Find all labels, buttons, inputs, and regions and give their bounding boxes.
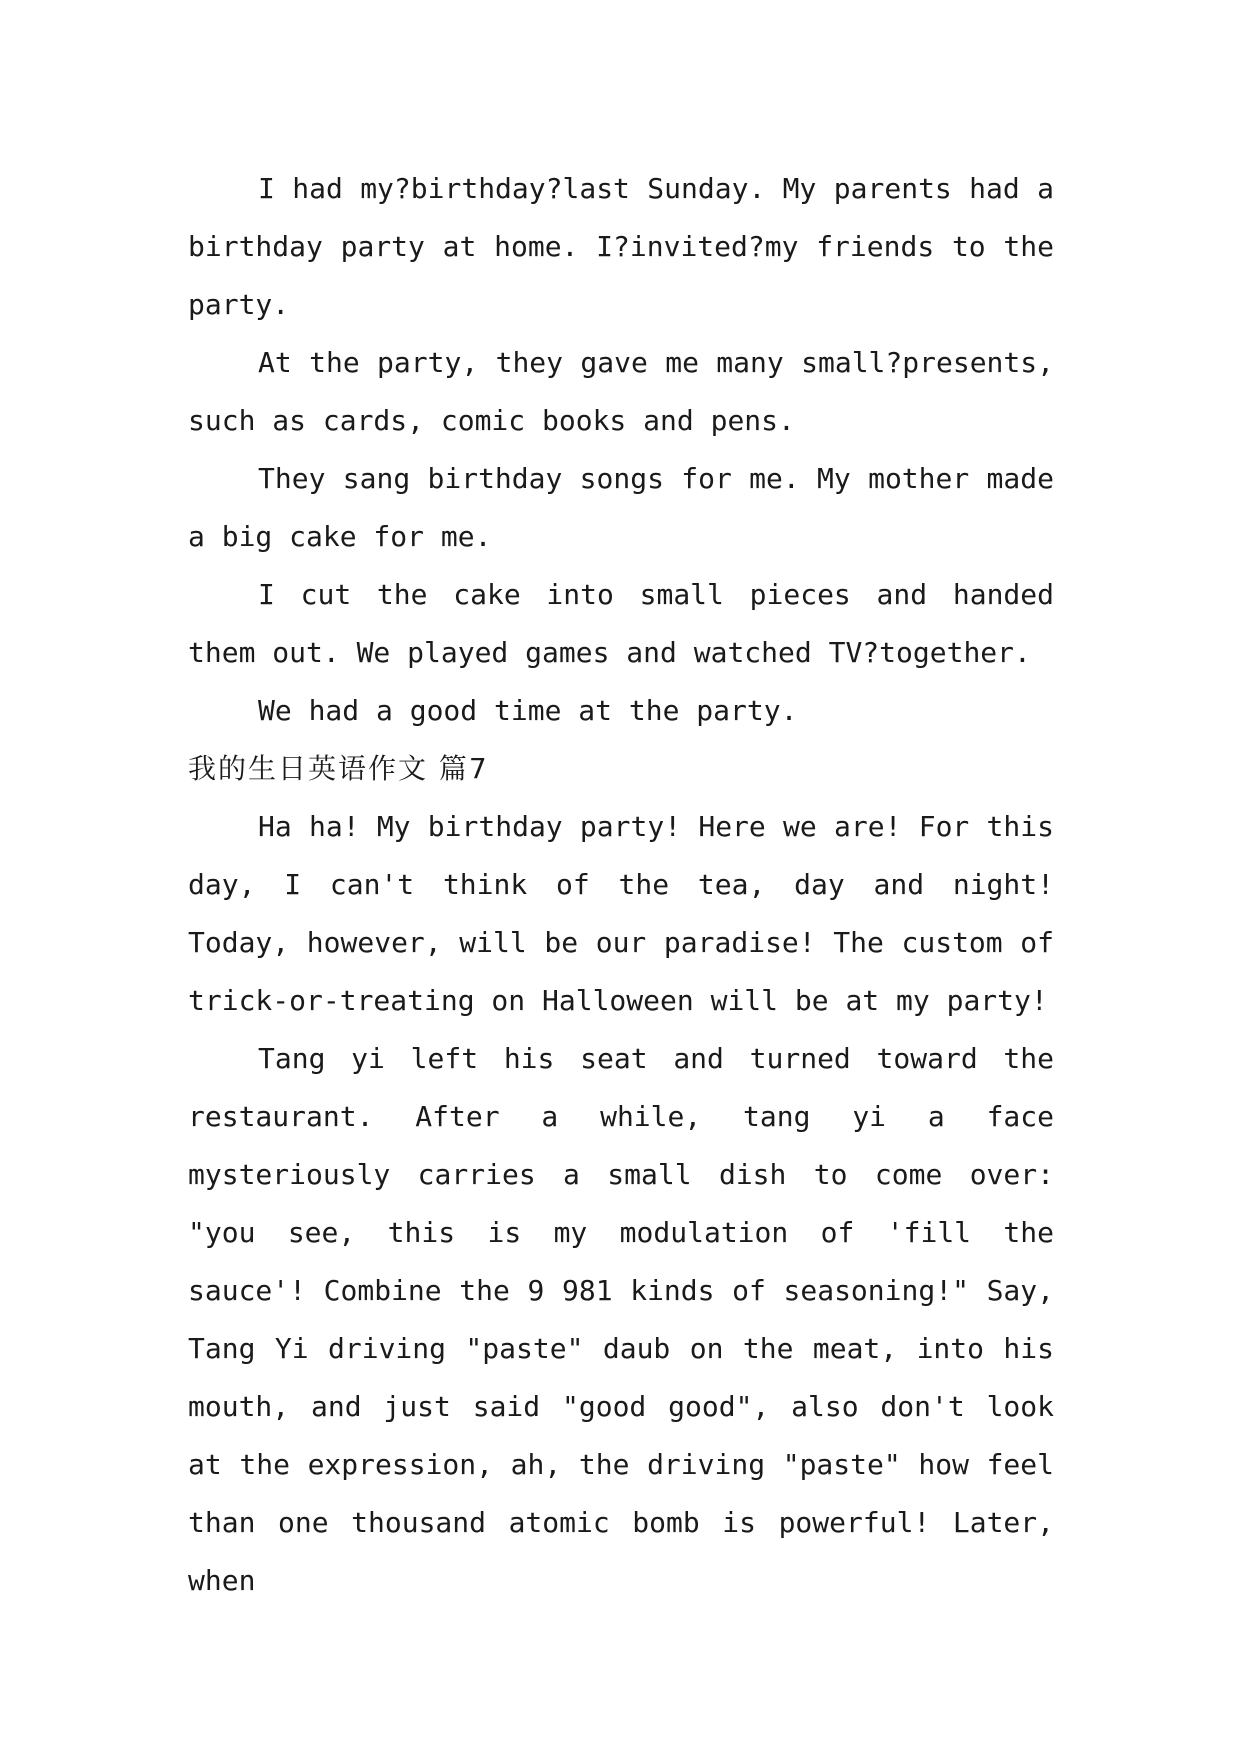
paragraph: Tang yi left his seat and turned toward the restaurant. After a while, tang yi a face mysteriously carries a small dish to come over: "you see, this is my modulation of 'fill the sauce'! Combine the 9 981 kinds of seasoning!" Say, Tang Yi driving "paste" daub on the meat, into his mouth, and just said "good good", also don't look at the expression, ah, the driving "paste" how feel than one thousand atomic bomb is powerful! Later, when [188, 1042, 1054, 1597]
paragraph: We had a good time at the party. [258, 694, 798, 727]
paragraph: They sang birthday songs for me. My mother made a big cake for me. [188, 462, 1054, 553]
section-heading: 我的生日英语作文 篇7 [188, 752, 489, 785]
document-body [188, 160, 1054, 1610]
paragraph: I had my?birthday?last Sunday. My parents had a birthday party at home. I?invited?my friends to the party. [188, 172, 1054, 321]
paragraph: I cut the cake into small pieces and handed them out. We played games and watched TV?together. [188, 578, 1054, 669]
paragraph: Ha ha! My birthday party! Here we are! For this day, I can't think of the tea, day and night! Today, however, will be our paradise! The custom of trick-or-treating on Halloween will be at my party! [188, 810, 1054, 1017]
paragraph: At the party, they gave me many small?presents, such as cards, comic books and pens. [188, 346, 1054, 437]
